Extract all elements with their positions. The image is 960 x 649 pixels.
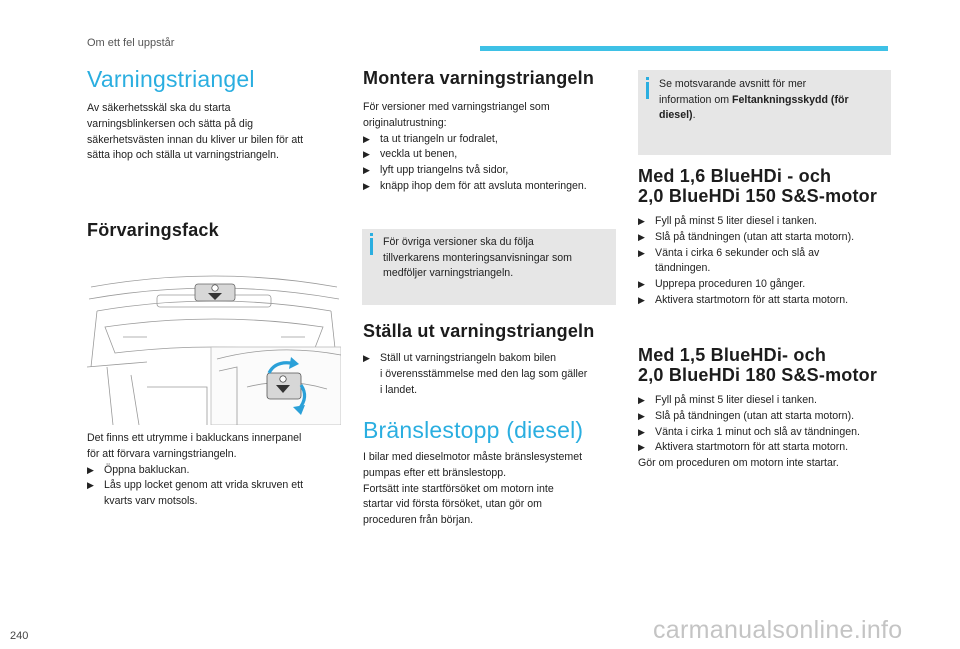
list-item: ▶ ta ut triangeln ur fodralet, — [363, 132, 587, 148]
mount-info-box — [362, 229, 616, 305]
info-line: medföljer varningstriangeln. — [383, 267, 514, 280]
right-arrow-icon: ▶ — [638, 426, 645, 437]
misfuel-info-box — [638, 70, 891, 155]
section-header: Om ett fel uppstår — [87, 37, 175, 49]
list-item: ▶ Lås upp locket genom att vrida skruven ett kvarts varv motsols. — [87, 479, 304, 508]
list-item: ▶ Fyll på minst 5 liter diesel i tanken. — [638, 393, 860, 409]
storage-paragraph — [87, 431, 303, 510]
right-arrow-icon: ▶ — [363, 180, 370, 191]
fuel-paragraph — [363, 450, 582, 529]
title-branslestopp: Bränslestopp (diesel) — [363, 417, 584, 443]
watermark: carmanualsonline.info — [653, 616, 903, 644]
right-arrow-icon: ▶ — [638, 279, 645, 290]
info-line: Se motsvarande avsnitt för mer — [659, 78, 807, 90]
list-item: ▶ veckla ut benen, — [363, 147, 587, 163]
right-arrow-icon: ▶ — [638, 216, 645, 226]
fuel-line: startar vid första försöket, utan gör om — [363, 498, 542, 511]
info-line: För övriga versioner ska du följa — [383, 236, 534, 248]
fuel-line: pumpas efter ett bränslestopp. — [363, 466, 507, 479]
list-item: ▶ Aktivera startmotorn för att starta motorn. — [638, 293, 854, 309]
right-arrow-icon: ▶ — [638, 231, 645, 242]
right-arrow-icon: ▶ — [638, 395, 645, 405]
heading-forvaringsfack: Förvaringsfack — [87, 220, 219, 240]
title-varningstriangel: Varningstriangel — [87, 66, 255, 92]
right-arrow-icon: ▶ — [638, 247, 645, 258]
list-item: ▶ Fyll på minst 5 liter diesel i tanken. — [638, 214, 854, 230]
right-arrow-icon: ▶ — [363, 165, 370, 176]
info-icon — [370, 238, 373, 255]
header-accent-bar — [480, 46, 888, 51]
storage-line: för att förvara varningstriangeln. — [87, 447, 237, 460]
list-item: ▶ Ställ ut varningstriangeln bakom bilen i överensstämmelse med den lag som gäller i landet. — [363, 352, 588, 396]
engine2-steps — [638, 393, 860, 472]
info-line: tillverkarens monteringsanvisningar som — [383, 251, 573, 264]
engine2-note: Gör om proceduren om motorn inte startar. — [638, 457, 839, 470]
list-item: ▶ Vänta i cirka 1 minut och slå av tändningen. — [638, 425, 860, 441]
right-arrow-icon: ▶ — [638, 410, 645, 421]
info-line: information om Feltankningsskydd (för — [659, 93, 849, 106]
info-line: diesel). — [659, 109, 696, 122]
right-arrow-icon: ▶ — [87, 480, 94, 491]
list-item: ▶ knäpp ihop dem för att avsluta monteringen. — [363, 179, 587, 195]
list-item: ▶ lyft upp triangelns två sidor, — [363, 163, 587, 179]
right-arrow-icon: ▶ — [363, 133, 370, 144]
list-item: ▶ Upprepa proceduren 10 gånger. — [638, 277, 854, 293]
intro-line: säkerhetsvästen innan du kliver ur bilen för att — [87, 133, 304, 146]
right-arrow-icon: ▶ — [638, 294, 645, 305]
heading-engine-15-20-180: Med 1,5 BlueHDi- och 2,0 BlueHDi 180 S&S-motor — [638, 345, 878, 385]
fuel-line: Fortsätt inte startförsöket om motorn inte — [363, 482, 554, 495]
page-number: 240 — [10, 630, 29, 642]
fuel-line: I bilar med dieselmotor måste bränslesystemet — [363, 451, 583, 463]
right-arrow-icon: ▶ — [87, 464, 94, 475]
intro-line: varningsblinkersen och sätta på dig — [87, 117, 254, 130]
fuel-line: proceduren från början. — [363, 514, 474, 527]
storage-line: Det finns ett utrymme i bakluckans innerpanel — [87, 432, 302, 444]
mount-line: originalutrustning: — [363, 116, 447, 129]
list-item: ▶ Öppna bakluckan. — [87, 463, 303, 479]
trunk-compartment-illustration — [87, 267, 341, 425]
list-item: ▶ Slå på tändningen (utan att starta motorn). — [638, 409, 860, 425]
place-paragraph — [363, 351, 587, 398]
list-item: ▶ Vänta i cirka 6 sekunder och slå av tändningen. — [638, 246, 820, 275]
heading-montera: Montera varningstriangeln — [363, 68, 595, 88]
right-arrow-icon: ▶ — [363, 353, 370, 363]
intro-line: Av säkerhetsskäl ska du starta — [87, 102, 231, 114]
engine1-steps — [638, 214, 854, 309]
heading-engine-16-20-150: Med 1,6 BlueHDi - och 2,0 BlueHDi 150 S&S-motor — [638, 166, 878, 206]
right-arrow-icon: ▶ — [638, 442, 645, 453]
list-item: ▶ Slå på tändningen (utan att starta motorn). — [638, 230, 854, 246]
mount-line: För versioner med varningstriangel som — [363, 101, 550, 113]
mount-paragraph — [363, 100, 587, 195]
list-item: ▶ Aktivera startmotorn för att starta motorn. — [638, 440, 860, 456]
info-icon — [646, 82, 649, 99]
right-arrow-icon: ▶ — [363, 149, 370, 160]
intro-line: sätta ihop och ställa ut varningstriangeln. — [87, 149, 279, 162]
intro-paragraph — [87, 101, 303, 164]
storage-lid-icon — [195, 284, 235, 301]
storage-lid-closeup-icon — [267, 373, 301, 399]
heading-stalla-ut: Ställa ut varningstriangeln — [363, 321, 595, 341]
